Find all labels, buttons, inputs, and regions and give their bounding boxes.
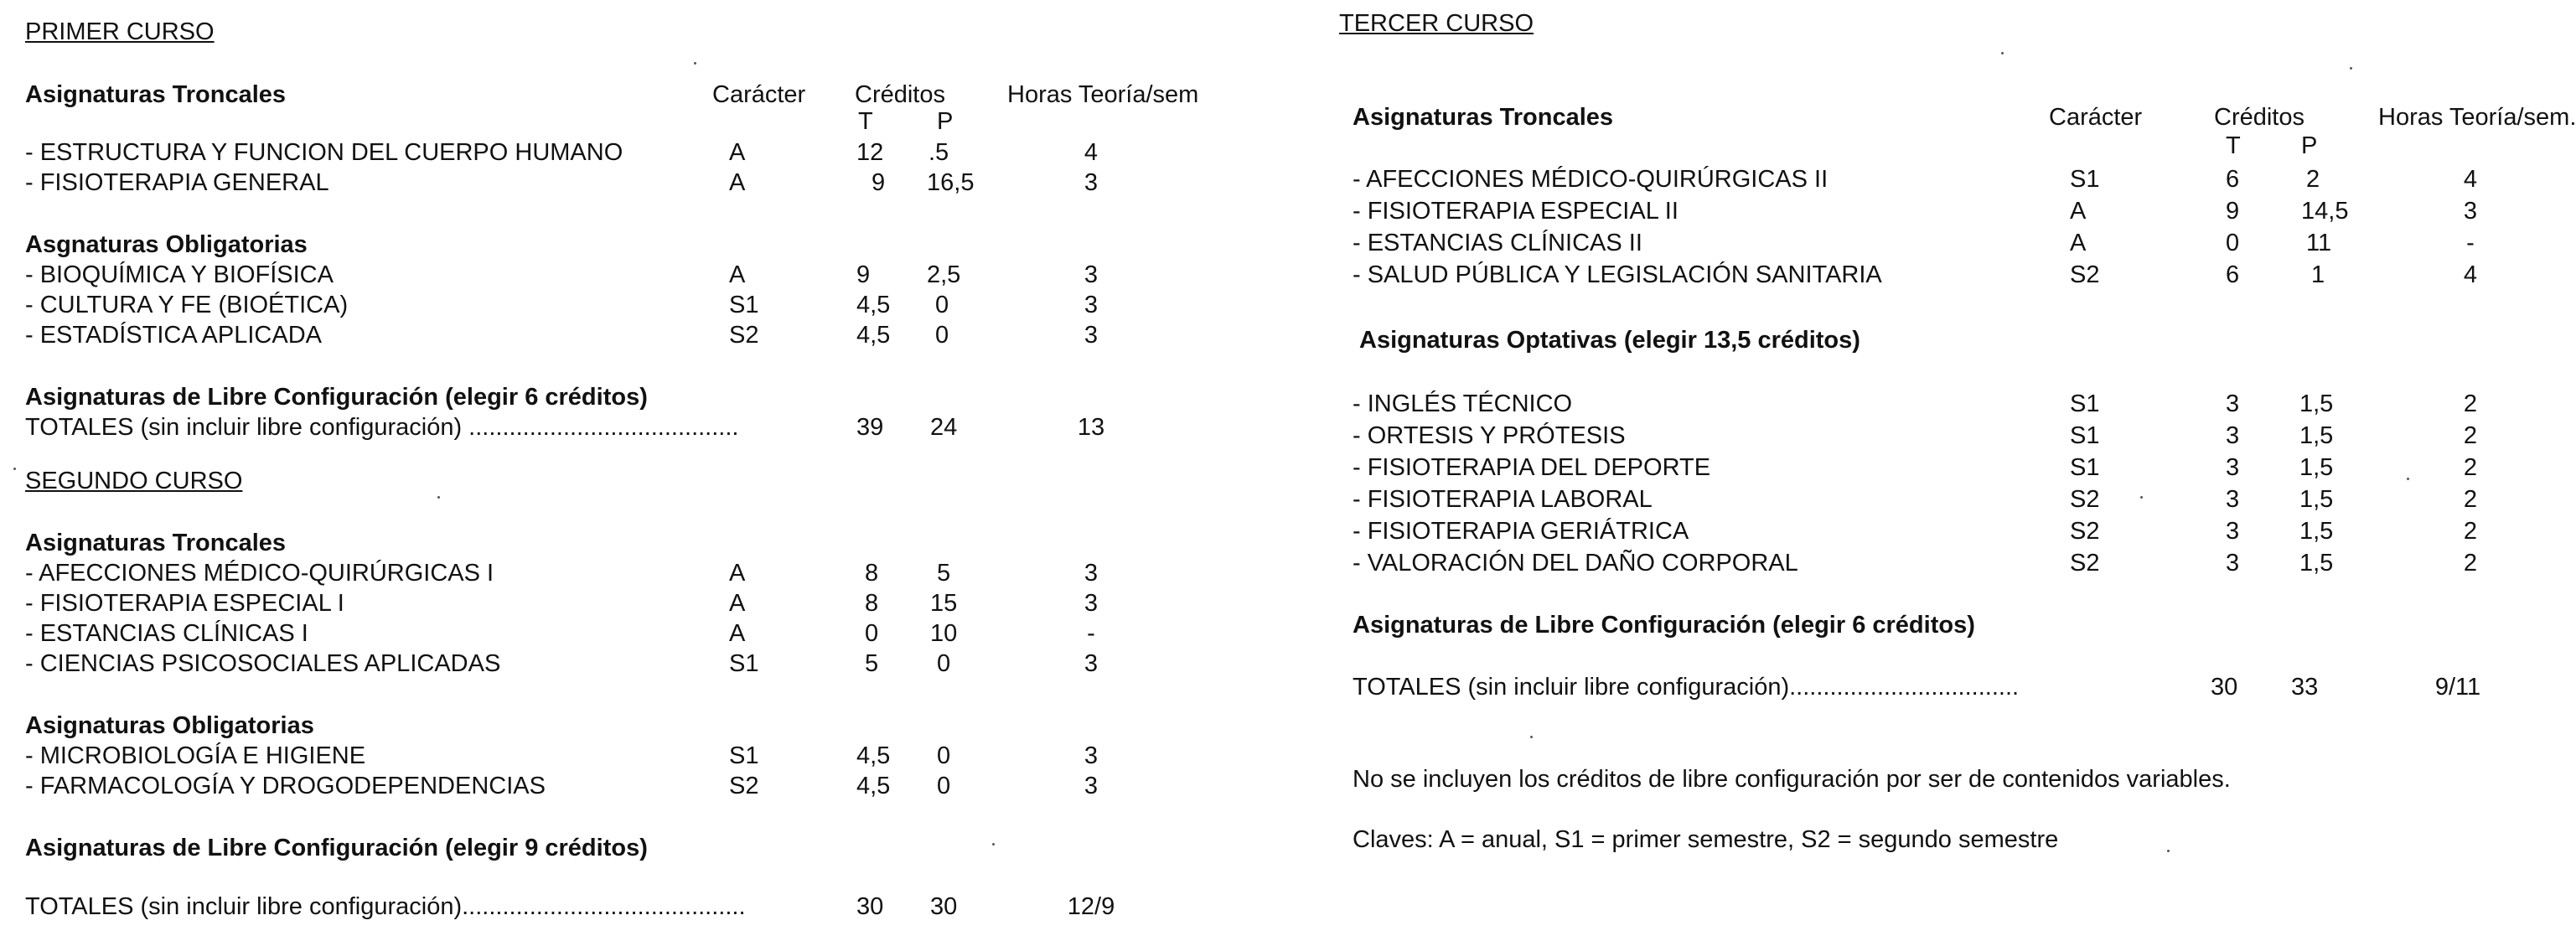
subject-horas: 3 [1084,292,1099,318]
subject-name: - FISIOTERAPIA ESPECIAL I [25,590,344,617]
subject-caracter: A [2070,230,2087,256]
totales-p: 33 [2291,674,2319,701]
subject-name: - SALUD PÚBLICA Y LEGISLACIÓN SANITARIA [1353,261,1882,288]
subject-caracter: A [729,560,746,587]
totales-t: 39 [856,414,884,441]
subject-t: 9 [856,261,871,288]
subject-name: - FARMACOLOGÍA Y DROGODEPENDENCIAS [25,773,546,799]
subject-t: 6 [2226,166,2240,193]
totales-t: 30 [2211,674,2238,701]
subject-p: 0 [937,742,951,769]
subject-name: - ESTANCIAS CLÍNICAS I [25,620,308,647]
subject-horas: 4 [2463,166,2478,193]
totales-label: TOTALES (sin incluir libre configuración).......................................... [25,893,746,920]
subject-p: 5 [937,560,951,587]
subject-caracter: S2 [729,322,759,349]
subject-horas: 2 [2463,518,2478,545]
totales-p: 30 [930,893,958,920]
totales-t: 30 [856,893,884,920]
subject-name: - CULTURA Y FE (BIOÉTICA) [25,292,349,318]
subject-horas: 2 [2463,550,2478,577]
subject-name: - AFECCIONES MÉDICO-QUIRÚRGICAS I [25,560,494,587]
subject-t: 9 [2226,198,2240,225]
subject-caracter: A [2070,198,2087,225]
subject-horas: 3 [1084,650,1099,677]
subject-caracter: A [729,169,746,196]
subject-p: 1,5 [2299,422,2334,449]
primer-curso-title: PRIMER CURSO [25,18,215,45]
primer-obligatorias-heading: Asgnaturas Obligatorias [25,231,308,258]
subject-caracter: S1 [2070,390,2100,417]
subject-name: - FISIOTERAPIA LABORAL [1353,486,1653,513]
subject-p: 2 [2306,166,2320,193]
subject-horas: 2 [2463,422,2478,449]
subject-caracter: S2 [2070,486,2100,513]
subject-name: - ESTADÍSTICA APLICADA [25,322,323,349]
subject-t: 4,5 [856,292,891,318]
primer-horas-header: Horas Teoría/sem [1007,81,1199,108]
scan-speck [2350,67,2352,70]
tercer-curso-title: TERCER CURSO [1339,10,1534,37]
subject-p: 0 [937,650,951,677]
subject-horas: 3 [1084,169,1099,196]
scan-speck [13,468,16,470]
subject-t: 9 [872,169,886,196]
scan-speck [437,496,440,499]
subject-t: 3 [2226,390,2240,417]
subject-horas: 4 [1084,139,1099,166]
subject-t: 8 [865,590,879,617]
subject-caracter: S2 [2070,261,2100,288]
subject-horas: 3 [1084,322,1099,349]
primer-troncales-heading: Asignaturas Troncales [25,81,287,108]
subject-p: .5 [928,139,949,166]
note-libre-configuracion: No se incluyen los créditos de libre configuración por ser de contenidos variables. [1353,766,2231,793]
subject-name: - ORTESIS Y PRÓTESIS [1353,422,1626,449]
subject-caracter: S1 [729,742,759,769]
subject-caracter: S1 [2070,166,2100,193]
segundo-curso-title: SEGUNDO CURSO [25,468,243,494]
subject-name: - ESTANCIAS CLÍNICAS II [1353,230,1642,256]
totales-label: TOTALES (sin incluir libre configuración) ........................................ [25,414,739,441]
subject-p: 1,5 [2299,518,2334,545]
segundo-libre-heading: Asignaturas de Libre Configuración (elegir 9 créditos) [25,835,648,861]
subject-name: - MICROBIOLOGÍA E HIGIENE [25,742,366,769]
scan-speck [2407,478,2409,480]
subject-caracter: A [729,620,746,647]
subject-t: 3 [2226,422,2240,449]
tercer-libre-heading: Asignaturas de Libre Configuración (elegir 6 créditos) [1353,612,1975,639]
totales-p: 24 [930,414,958,441]
subject-horas: 3 [1084,742,1099,769]
totales-horas: 12/9 [1067,893,1115,920]
subject-t: 5 [865,650,879,677]
subject-horas: 4 [2463,261,2478,288]
scan-speck [2167,850,2170,852]
subject-t: 12 [856,139,884,166]
subject-horas: 3 [1084,560,1099,587]
primer-p-header: P [937,108,954,135]
subject-t: 4,5 [856,322,891,349]
subject-t: 3 [2226,518,2240,545]
subject-horas: - [1087,620,1095,647]
subject-name: - AFECCIONES MÉDICO-QUIRÚRGICAS II [1353,166,1829,193]
subject-name: - VALORACIÓN DEL DAÑO CORPORAL [1353,550,1798,577]
subject-name: - BIOQUÍMICA Y BIOFÍSICA [25,261,334,288]
subject-horas: 2 [2463,486,2478,513]
subject-name: - FISIOTERAPIA DEL DEPORTE [1353,454,1711,481]
subject-t: 8 [865,560,879,587]
tercer-caracter-header: Carácter [2049,104,2143,131]
scan-speck [1530,736,1533,738]
subject-caracter: S2 [729,773,759,799]
subject-p: 14,5 [2301,198,2349,225]
subject-p: 0 [935,322,949,349]
subject-t: 3 [2226,454,2240,481]
subject-horas: 3 [1084,590,1099,617]
subject-p: 0 [935,292,949,318]
subject-p: 11 [2306,230,2332,256]
primer-t-header: T [858,108,873,135]
tercer-troncales-heading: Asignaturas Troncales [1353,104,1614,131]
subject-caracter: S1 [729,650,759,677]
scan-speck [992,843,995,846]
subject-p: 10 [930,620,958,647]
subject-horas: 3 [1084,261,1099,288]
subject-horas: - [2466,230,2475,256]
subject-name: - CIENCIAS PSICOSOCIALES APLICADAS [25,650,501,677]
subject-p: 2,5 [927,261,961,288]
subject-t: 4,5 [856,742,891,769]
scan-speck [694,62,696,65]
scan-speck [2001,52,2004,54]
subject-p: 16,5 [927,169,975,196]
subject-name: - FISIOTERAPIA GERIÁTRICA [1353,518,1689,545]
subject-t: 6 [2226,261,2240,288]
subject-t: 3 [2226,486,2240,513]
totales-label: TOTALES (sin incluir libre configuración).................................. [1353,674,2020,701]
subject-p: 0 [937,773,951,799]
subject-p: 1,5 [2299,486,2334,513]
tercer-horas-header: Horas Teoría/sem. [2378,104,2576,131]
subject-caracter: S1 [2070,454,2100,481]
subject-caracter: A [729,590,746,617]
subject-name: - FISIOTERAPIA ESPECIAL II [1353,198,1679,225]
primer-libre-heading: Asignaturas de Libre Configuración (elegir 6 créditos) [25,384,648,411]
subject-p: 15 [930,590,958,617]
subject-horas: 2 [2463,390,2478,417]
subject-caracter: A [729,261,746,288]
subject-p: 1,5 [2299,550,2334,577]
tercer-creditos-header: Créditos [2214,104,2304,131]
subject-horas: 2 [2463,454,2478,481]
subject-caracter: S2 [2070,550,2100,577]
subject-name: - FISIOTERAPIA GENERAL [25,169,329,196]
subject-caracter: S1 [729,292,759,318]
subject-p: 1,5 [2299,454,2334,481]
tercer-p-header: P [2301,132,2318,159]
subject-horas: 3 [1084,773,1099,799]
subject-caracter: A [729,139,746,166]
segundo-troncales-heading: Asignaturas Troncales [25,530,287,556]
segundo-obligatorias-heading: Asignaturas Obligatorias [25,712,314,739]
subject-name: - ESTRUCTURA Y FUNCION DEL CUERPO HUMANO [25,139,623,166]
totales-horas: 13 [1077,414,1105,441]
subject-t: 4,5 [856,773,891,799]
subject-t: 0 [865,620,879,647]
legend-claves: Claves: A = anual, S1 = primer semestre, S2 = segundo semestre [1353,826,2059,853]
subject-horas: 3 [2463,198,2478,225]
primer-creditos-header: Créditos [855,81,945,108]
subject-t: 0 [2226,230,2240,256]
primer-caracter-header: Carácter [712,81,806,108]
subject-p: 1,5 [2299,390,2334,417]
subject-p: 1 [2311,261,2325,288]
subject-caracter: S2 [2070,518,2100,545]
scan-speck [2140,496,2143,499]
subject-name: - INGLÉS TÉCNICO [1353,390,1573,417]
tercer-optativas-heading: Asignaturas Optativas (elegir 13,5 créditos) [1359,327,1860,354]
totales-horas: 9/11 [2434,674,2481,701]
subject-caracter: S1 [2070,422,2100,449]
tercer-t-header: T [2226,132,2241,159]
subject-t: 3 [2226,550,2240,577]
